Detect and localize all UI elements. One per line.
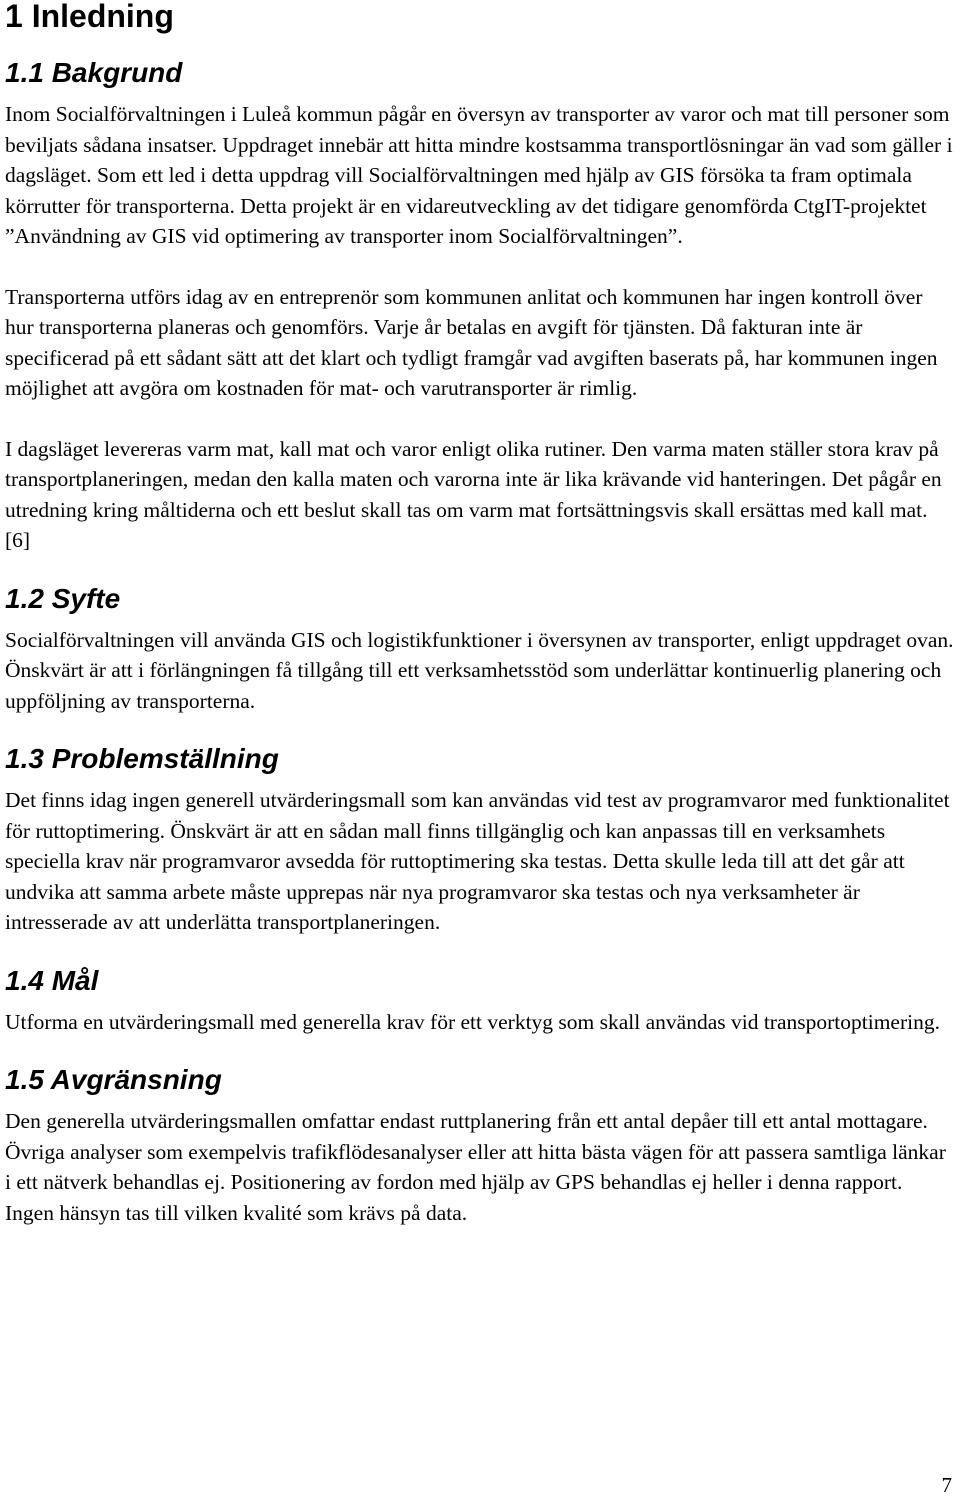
section-heading-mal: 1.4 Mål <box>5 964 99 996</box>
page-number: 7 <box>941 1473 952 1497</box>
paragraph-problemstallning: Det finns idag ingen generell utvärderingsmall som kan användas vid test av programvaror med funktionalitet för ruttoptimering. Önskvärt är att en sådan mall finns tillgänglig och kan anpassas till en verksamhets speciella krav när programvaror avsedda för ruttoptimering ska testas. Detta skulle leda till att det går att undvika att samma arbete måste upprepas när nya programvaror ska testas och nya verksamheter är intresserade av att underlätta transportplaneringen. <box>5 788 950 934</box>
section-heading-problemstallning: 1.3 Problemställning <box>5 743 279 774</box>
paragraph-bakgrund-1: Inom Socialförvaltningen i Luleå kommun pågår en översyn av transporter av varor och mat till personer som beviljats sådana insatser. Uppdraget innebär att hitta mindre kostsamma transportlösningar än vad som gäller i dagsläget. Som ett led i detta uppdrag vill Socialförvaltningen med hjälp av GIS försöka ta fram optimala körrutter för transporterna. Detta projekt är en vidareutveckling av det tidigare genomförda CtgIT-projektet ”Användning av GIS vid optimering av transporter inom Socialförvaltningen”. <box>5 102 953 248</box>
paragraph-bakgrund-3: I dagsläget levereras varm mat, kall mat och varor enligt olika rutiner. Den varma maten ställer stora krav på transportplaneringen, medan den kalla maten och varorna inte är lika krävande vid hanteringen. Det pågår en utredning kring måltiderna och ett beslut skall tas om varm mat fortsättningsvis skall ersättas med kall mat. [6] <box>5 436 942 552</box>
paragraph-bakgrund-2: Transporterna utförs idag av en entreprenör som kommunen anlitat och kommunen har ingen kontroll över hur transporterna planeras och genomförs. Varje år betalas en avgift för tjänsten. Då fakturan inte är specificerad på ett sådant sätt att det klart och tydligt framgår vad avgiften baserats på, har kommunen ingen möjlighet att avgöra om kostnaden för mat- och varutransporter är rimlig. <box>5 284 938 400</box>
section-heading-syfte: 1.2 Syfte <box>5 582 121 614</box>
chapter-heading: 1 Inledning <box>5 0 174 34</box>
paragraph-mal: Utforma en utvärderingsmall med generella krav för ett verktyg som skall användas vid transportoptimering. <box>5 1009 940 1034</box>
section-heading-bakgrund: 1.1 Bakgrund <box>5 57 183 88</box>
paragraph-syfte: Socialförvaltningen vill använda GIS och logistikfunktioner i översynen av transporter, enligt uppdraget ovan. Önskvärt är att i förlängningen få tillgång till ett verksamhetsstöd som underlättar kontinuerlig planering och uppföljning av transporterna. <box>5 627 954 713</box>
paragraph-avgransning: Den generella utvärderingsmallen omfattar endast ruttplanering från ett antal depåer till ett antal mottagare. Övriga analyser som exempelvis trafikflödesanalyser eller att hitta bästa vägen för att passera samtliga länkar i ett nätverk behandlas ej. Positionering av fordon med hjälp av GPS behandlas ej heller i denna rapport. Ingen hänsyn tas till vilken kvalité som krävs på data. <box>5 1109 946 1225</box>
section-heading-avgransning: 1.5 Avgränsning <box>5 1064 222 1095</box>
document-page <box>5 0 955 1228</box>
